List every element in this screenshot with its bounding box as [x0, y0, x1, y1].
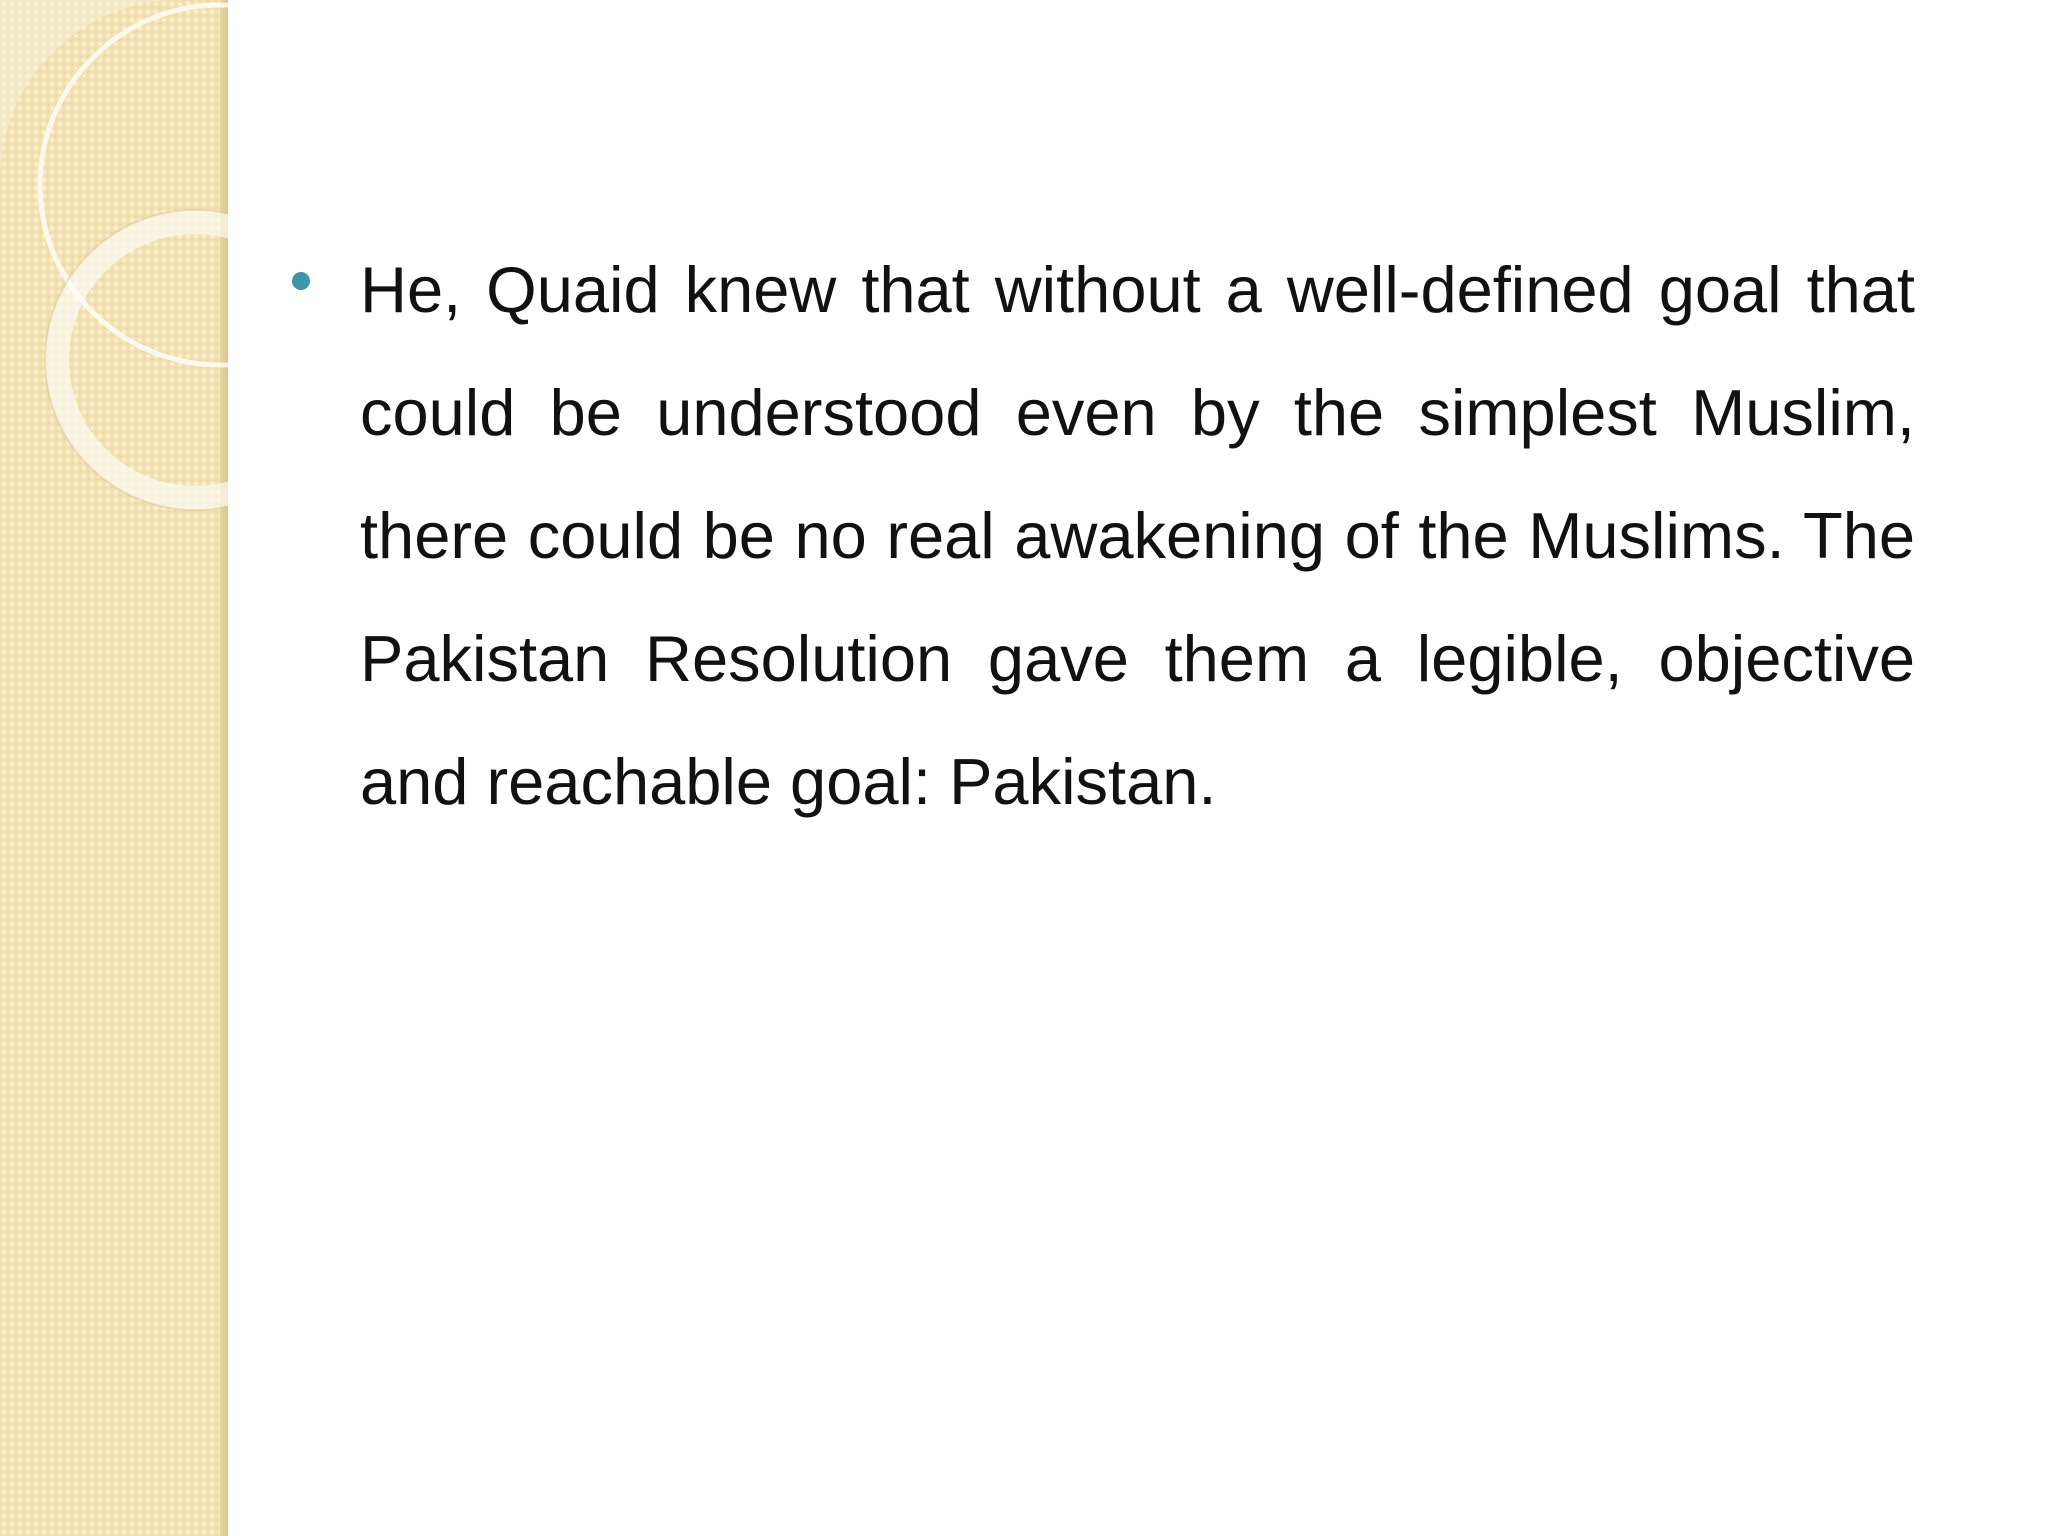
decorative-rings-icon	[0, 0, 228, 520]
bullet-item	[290, 228, 1915, 843]
bullet-text: He, Quaid knew that without a well-defined goal that could be understood even by the simplest Muslim, there could be no real awakening of the Muslims. The Pakistan Resolution gave them a legible, objective and reachable goal: Pakistan.	[360, 253, 1915, 818]
slide-content	[290, 228, 1915, 843]
bullet-dot-icon	[292, 272, 310, 290]
